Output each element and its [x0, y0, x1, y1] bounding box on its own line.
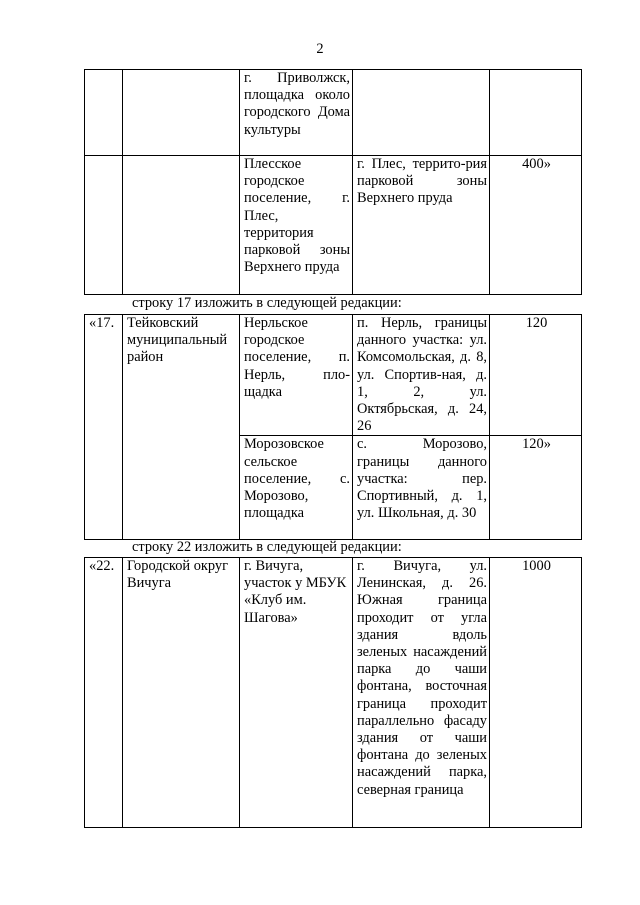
cell-address: с. Морозово, границы данного участка: пер. Спортивный, д. 1, ул. Школьная, д. 30 — [353, 436, 490, 540]
cell-district: Тейковский муниципальный район — [123, 315, 240, 540]
amendment-note-22: строку 22 изложить в следующей редакции: — [132, 539, 402, 555]
cell-district — [123, 70, 240, 156]
cell-place: Плесское городское поселение, г. Плес, территория парковой зоны Верхнего пруда — [240, 156, 353, 295]
table-row — [85, 156, 582, 295]
cell-district: Городской округ Вичуга — [123, 558, 240, 828]
table-row-22 — [84, 557, 582, 828]
table-row — [85, 558, 582, 828]
table-row-17 — [84, 314, 582, 540]
cell-num — [85, 156, 123, 295]
cell-num — [85, 70, 123, 156]
amendment-note-17: строку 17 изложить в следующей редакции: — [132, 295, 402, 311]
cell-address: п. Нерль, границы данного участка: ул. Комсомольская, д. 8, ул. Спортив-ная, д. 1, 2, ул. Октябрьская, д. 24, 26 — [353, 315, 490, 436]
cell-value: 120» — [490, 436, 582, 540]
cell-place: Нерльское городское поселение, п. Нерль, пло-щадка — [240, 315, 353, 436]
cell-address: г. Вичуга, ул. Ленинская, д. 26. Южная граница проходит от угла здания вдоль зеленых насаждений парка до чаши фонтана, восточная граница проходит параллельно фасаду здания от чаши фонтана до зеленых насаждений парка, северная граница — [353, 558, 490, 828]
cell-value: 1000 — [490, 558, 582, 828]
table-row — [85, 70, 582, 156]
cell-num: «17. — [85, 315, 123, 540]
cell-address: г. Плес, террито-рия парковой зоны Верхнего пруда — [353, 156, 490, 295]
page-number: 2 — [316, 41, 324, 57]
cell-value: 400» — [490, 156, 582, 295]
table-row — [85, 315, 582, 436]
cell-value — [490, 70, 582, 156]
cell-num: «22. — [85, 558, 123, 828]
cell-address — [353, 70, 490, 156]
table-continuation — [84, 69, 582, 295]
cell-place: г. Вичуга, участок у МБУК «Клуб им. Шагова» — [240, 558, 353, 828]
cell-district — [123, 156, 240, 295]
cell-value: 120 — [490, 315, 582, 436]
cell-place: Морозовское сельское поселение, с. Морозово, площадка — [240, 436, 353, 540]
cell-place: г. Приволжск, площадка около городского Дома культуры — [240, 70, 353, 156]
